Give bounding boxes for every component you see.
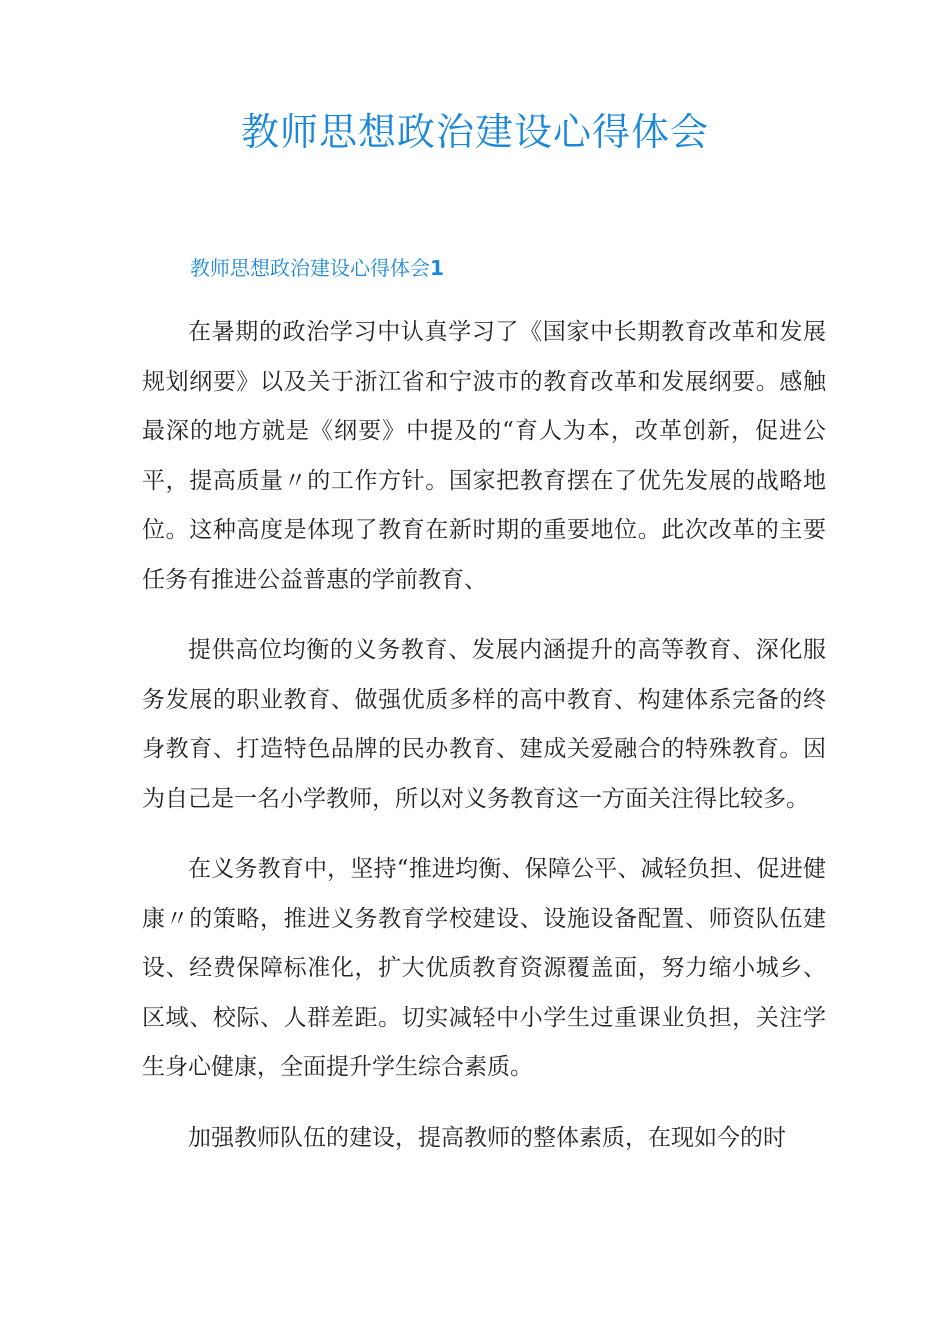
section-heading-text: 教师思想政治建设心得体会 [190, 256, 430, 280]
body-paragraph-1: 在暑期的政治学习中认真学习了《国家中长期教育改革和发展规划纲要》以及关于浙江省和宁波市的教育改革和发展纲要。感触最深的地方就是《纲要》中提及的“育人为本，改革创新，促进公平，提高质量〃的工作方针。国家把教育摆在了优先发展的战略地位。这种高度是体现了教育在新时期的重要地位。此次改革的主要任务有推进公益普惠的学前教育、 [142, 319, 826, 593]
body-paragraph-4: 加强教师队伍的建设，提高教师的整体素质，在现如今的时 [188, 1124, 786, 1151]
section-heading-number: 1 [430, 256, 444, 280]
body-paragraph-3: 在义务教育中，坚持“推进均衡、保障公平、减轻负担、促进健康〃的策略，推进义务教育学校建设、设施设备配置、师资队伍建设、经费保障标准化，扩大优质教育资源覆盖面，努力缩小城乡、区域、校际、人群差距。切实减轻中小学生过重课业负担，关注学生身心健康，全面提升学生综合素质。 [142, 856, 826, 1080]
document-body [142, 308, 826, 1184]
body-paragraph-2: 提供高位均衡的义务教育、发展内涵提升的高等教育、深化服务发展的职业教育、做强优质多样的高中教育、构建体系完备的终身教育、打造特色品牌的民办教育、建成关爱融合的特殊教育。因为自己是一名小学教师，所以对义务教育这一方面关注得比较多。 [142, 637, 826, 812]
page-title: 教师思想政治建设心得体会 [240, 110, 709, 154]
section-heading [190, 253, 444, 283]
